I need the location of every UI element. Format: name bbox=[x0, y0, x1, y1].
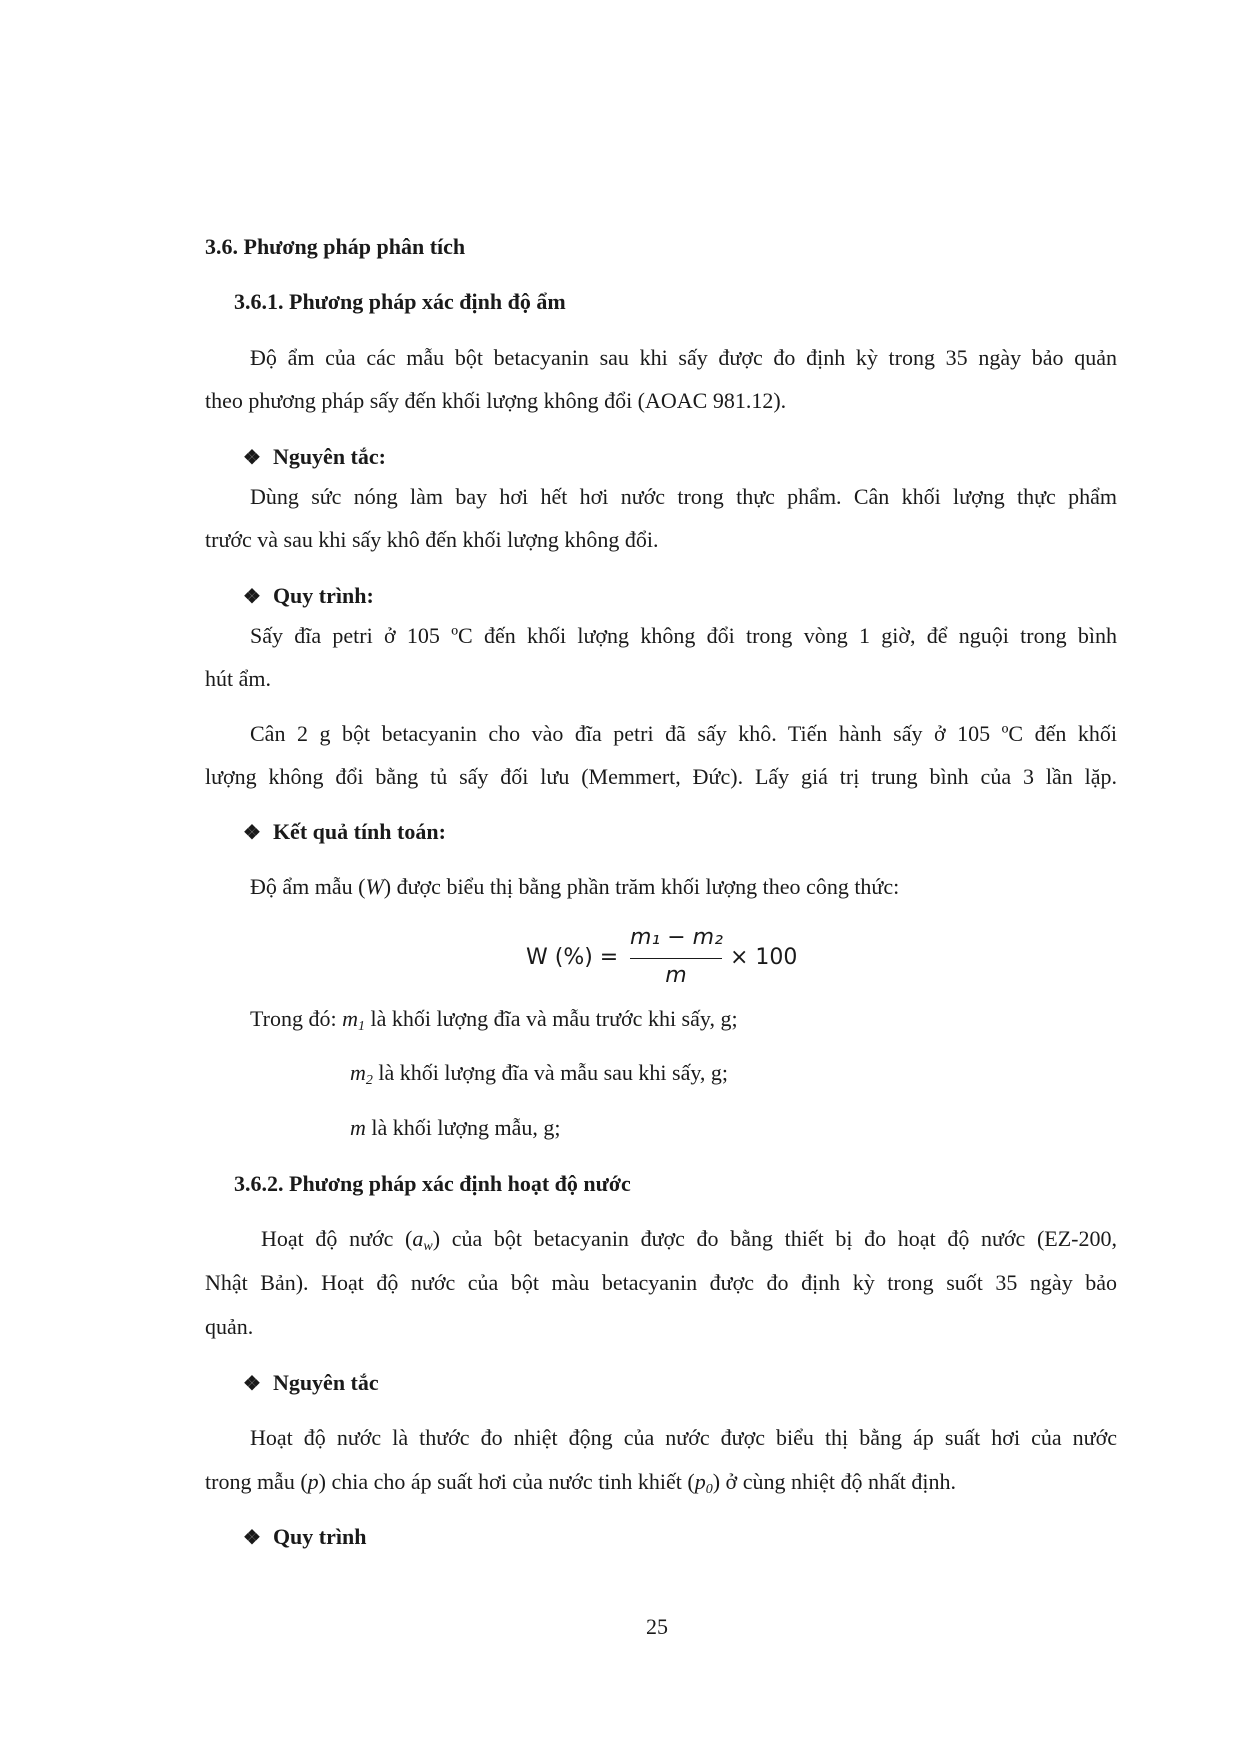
paragraph-line: quản. bbox=[205, 1314, 254, 1339]
heading-text: Quy trình bbox=[272, 1524, 367, 1549]
paragraph-line: trước và sau khi sấy khô đến khối lượng không đổi. bbox=[205, 527, 659, 552]
paragraph-line: Hoạt độ nước là thước đo nhiệt động của nước được biểu thị bằng áp suất hơi của nước bbox=[250, 1425, 1117, 1450]
paragraph-line: hút ẩm. bbox=[205, 666, 271, 691]
subsection-title-moisture: 3.6.1. Phương pháp xác định độ ẩm bbox=[234, 289, 566, 314]
fraction-bar bbox=[630, 958, 722, 959]
diamond-bullet-icon: ❖ bbox=[243, 822, 261, 844]
formula-intro: Độ ẩm mẫu (W) được biểu thị bằng phần trăm khối lượng theo công thức: bbox=[250, 874, 900, 899]
heading-text: Quy trình: bbox=[272, 583, 374, 608]
formula-lhs: W (%) = bbox=[526, 945, 619, 970]
diamond-bullet-icon: ❖ bbox=[243, 586, 261, 608]
heading-text: Kết quả tính toán: bbox=[272, 819, 446, 844]
diamond-bullet-icon: ❖ bbox=[243, 1527, 261, 1549]
paragraph-line: trong mẫu (p) chia cho áp suất hơi của nước tinh khiết $(p_0)$ ở cùng nhiệt độ nhất định. bbox=[205, 1469, 956, 1497]
paragraph-line: Hoạt độ nước $(a_w)$ của bột betacyanin được đo bằng thiết bị đo hoạt độ nước (EZ-200, bbox=[261, 1226, 1117, 1254]
paragraph-line: Dùng sức nóng làm bay hơi hết hơi nước trong thực phẩm. Cân khối lượng thực phẩm bbox=[250, 484, 1117, 509]
formula-numerator: m₁ − m₂ bbox=[630, 925, 723, 950]
paragraph-line: lượng không đổi bằng tủ sấy đối lưu (Memmert, Đức). Lấy giá trị trung bình của 3 lần lặp. bbox=[205, 764, 1117, 789]
bullet-heading-principle bbox=[243, 1369, 379, 1398]
heading-text: Nguyên tắc bbox=[272, 1370, 379, 1395]
bullet-heading-principle bbox=[243, 443, 386, 472]
paragraph-line: Độ ẩm của các mẫu bột betacyanin sau khi sấy được đo định kỳ trong 35 ngày bảo quản bbox=[250, 345, 1117, 370]
moisture-formula bbox=[526, 925, 816, 991]
bullet-heading-result bbox=[243, 818, 446, 847]
formula-denominator: m bbox=[665, 963, 687, 988]
bullet-heading-procedure bbox=[243, 1523, 366, 1552]
formula-fraction bbox=[630, 925, 722, 991]
diamond-bullet-icon: ❖ bbox=[243, 447, 261, 469]
heading-text: Nguyên tắc: bbox=[272, 444, 386, 469]
formula-rhs: × 100 bbox=[730, 945, 798, 970]
definition-m1: Trong đó: $m_1$ là khối lượng đĩa và mẫu trước khi sấy, g; bbox=[250, 1006, 738, 1034]
paragraph-line: Nhật Bản). Hoạt độ nước của bột màu betacyanin được đo định kỳ trong suốt 35 ngày bảo bbox=[205, 1270, 1117, 1295]
paragraph-line: Sấy đĩa petri ở 105 ºC đến khối lượng không đổi trong vòng 1 giờ, để nguội trong bình bbox=[250, 623, 1117, 648]
definition-m2: $m_2$ là khối lượng đĩa và mẫu sau khi sấy, g; bbox=[350, 1060, 729, 1088]
diamond-bullet-icon: ❖ bbox=[243, 1373, 261, 1395]
section-title: 3.6. Phương pháp phân tích bbox=[205, 234, 466, 259]
definition-m: m là khối lượng mẫu, g; bbox=[350, 1115, 561, 1140]
subsection-title-water-activity: 3.6.2. Phương pháp xác định hoạt độ nước bbox=[234, 1171, 631, 1196]
page-number: 25 bbox=[646, 1614, 668, 1639]
paragraph-line: Cân 2 g bột betacyanin cho vào đĩa petri đã sấy khô. Tiến hành sấy ở 105 ºC đến khối bbox=[250, 721, 1117, 746]
paragraph-line: theo phương pháp sấy đến khối lượng không đổi (AOAC 981.12). bbox=[205, 388, 787, 413]
bullet-heading-procedure bbox=[243, 582, 374, 611]
